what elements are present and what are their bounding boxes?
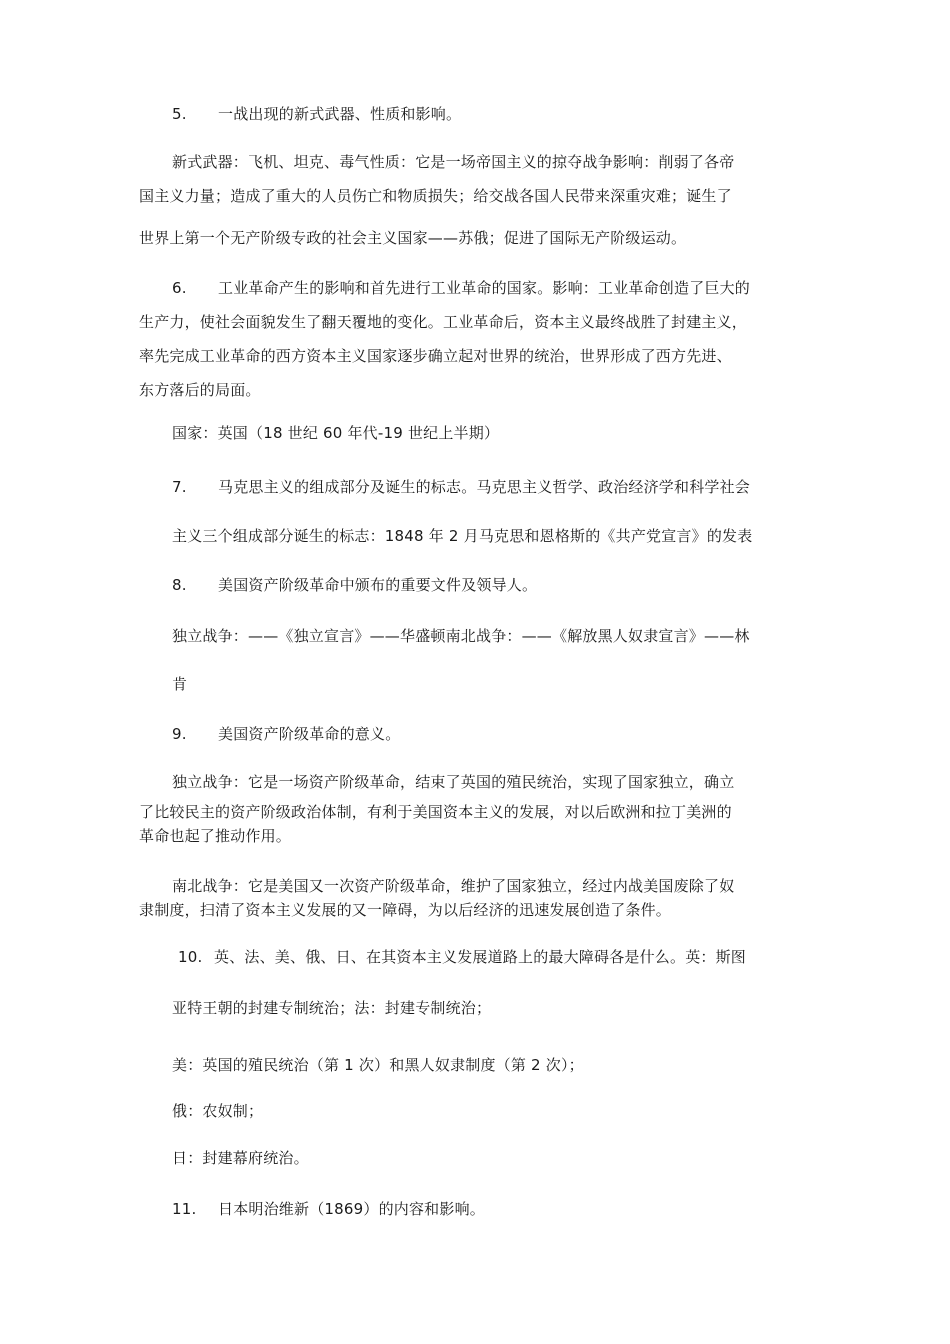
question-number: 8. <box>172 576 187 594</box>
question-text: 美国资产阶级革命的意义。 <box>218 725 401 743</box>
question-text: 英、法、美、俄、日、在其资本主义发展道路上的最大障碍各是什么。英：斯图 <box>214 948 747 966</box>
answer-line: 革命也起了推动作用。 <box>139 827 292 845</box>
question-text: 美国资产阶级革命中颁布的重要文件及领导人。 <box>218 576 538 594</box>
question-5 <box>172 104 461 124</box>
question-text: 日本明治维新（1869）的内容和影响。 <box>218 1200 485 1218</box>
question-number: 7. <box>172 478 187 496</box>
question-text: 工业革命产生的影响和首先进行工业革命的国家。影响：工业革命创造了巨大的 <box>218 279 751 297</box>
answer-line: 了比较民主的资产阶级政治体制，有利于美国资本主义的发展，对以后欧洲和拉丁美洲的 <box>139 803 732 821</box>
answer-line: 肯 <box>172 675 188 693</box>
answer-line: 俄：农奴制； <box>172 1102 264 1120</box>
answer-line: 率先完成工业革命的西方资本主义国家逐步确立起对世界的统治，世界形成了西方先进、 <box>139 347 732 365</box>
question-6 <box>172 278 750 298</box>
question-11 <box>172 1199 485 1219</box>
question-text: 一战出现的新式武器、性质和影响。 <box>218 105 462 123</box>
answer-line: 新式武器：飞机、坦克、毒气性质：它是一场帝国主义的掠夺战争影响：削弱了各帝 <box>172 153 735 171</box>
question-number: 11. <box>172 1200 197 1218</box>
answer-line: 东方落后的局面。 <box>139 381 261 399</box>
question-9 <box>172 724 400 744</box>
question-number: 10. <box>178 948 203 966</box>
answer-line: 亚特王朝的封建专制统治；法：封建专制统治； <box>172 999 492 1017</box>
answer-line: 主义三个组成部分诞生的标志：1848 年 2 月马克思和恩格斯的《共产党宣言》的发表 <box>172 527 753 545</box>
question-7 <box>172 477 750 497</box>
question-text: 马克思主义的组成部分及诞生的标志。马克思主义哲学、政治经济学和科学社会 <box>218 478 751 496</box>
answer-line: 世界上第一个无产阶级专政的社会主义国家——苏俄；促进了国际无产阶级运动。 <box>139 229 687 247</box>
question-number: 6. <box>172 279 187 297</box>
answer-line: 南北战争：它是美国又一次资产阶级革命，维护了国家独立，经过内战美国废除了奴 <box>172 877 735 895</box>
answer-line: 隶制度，扫清了资本主义发展的又一障碍，为以后经济的迅速发展创造了条件。 <box>139 901 672 919</box>
answer-line: 独立战争：它是一场资产阶级革命，结束了英国的殖民统治，实现了国家独立，确立 <box>172 773 735 791</box>
answer-line: 日：封建幕府统治。 <box>172 1149 309 1167</box>
answer-line: 生产力，使社会面貌发生了翻天覆地的变化。工业革命后，资本主义最终战胜了封建主义， <box>139 313 748 331</box>
answer-line: 独立战争：——《独立宣言》——华盛顿南北战争：——《解放黑人奴隶宣言》——林 <box>172 627 750 645</box>
question-number: 9. <box>172 725 187 743</box>
answer-line: 美：英国的殖民统治（第 1 次）和黑人奴隶制度（第 2 次）； <box>172 1056 584 1074</box>
question-8 <box>172 575 537 595</box>
answer-line: 国家：英国（18 世纪 60 年代-19 世纪上半期） <box>172 424 500 442</box>
question-number: 5. <box>172 105 187 123</box>
question-10 <box>178 947 746 967</box>
answer-line: 国主义力量；造成了重大的人员伤亡和物质损失；给交战各国人民带来深重灾难；诞生了 <box>139 187 732 205</box>
